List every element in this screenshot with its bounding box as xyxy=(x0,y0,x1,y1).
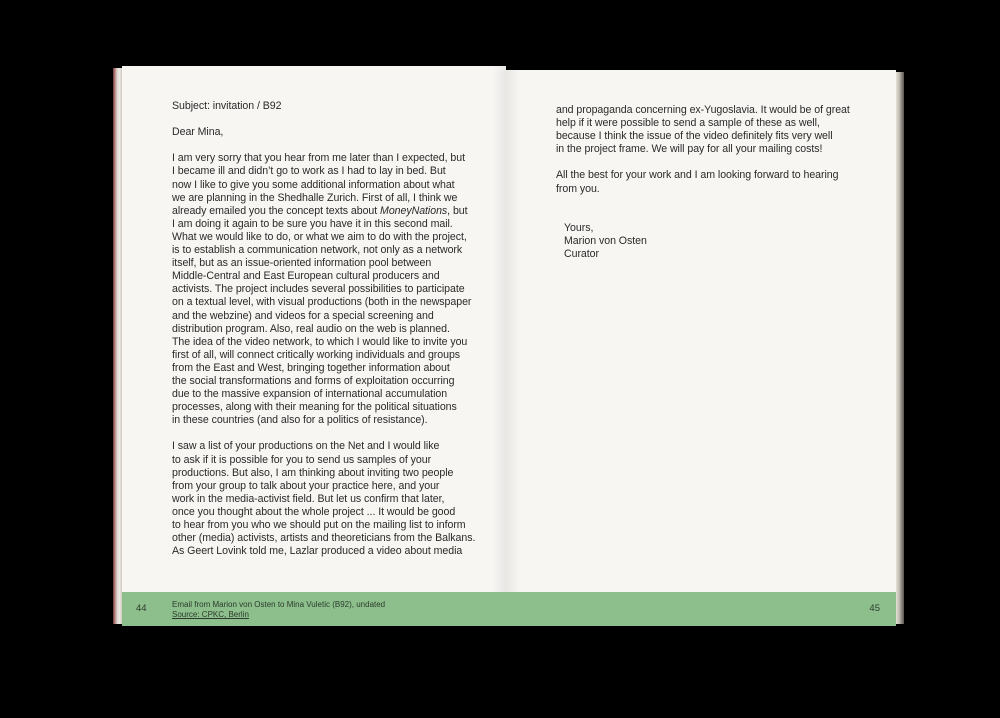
image-caption xyxy=(172,600,385,620)
book-edge-right xyxy=(896,72,904,624)
letter-body-left xyxy=(172,100,506,558)
footer-band-left xyxy=(122,592,506,626)
spine-shadow xyxy=(506,70,520,626)
page-number-left: 44 xyxy=(136,603,147,614)
letter-body-right xyxy=(556,104,886,261)
book-edge-left xyxy=(113,68,122,624)
letter-paragraph-1a: I am very sorry that you hear from me later than I expected, but I became ill and didn’t go to work as I had to lay in bed. But now I like to give you some additional information about what we are planning in the Shedhalle Zurich. First of all, I think we already emailed you the concept texts about xyxy=(172,152,465,217)
letter-subject: Subject: invitation / B92 xyxy=(172,100,282,112)
letter-signature: Yours, Marion von Osten Curator xyxy=(564,221,647,261)
footer-band-right xyxy=(506,592,896,626)
caption-title: Email from Marion von Osten to Mina Vuletic (B92), undated xyxy=(172,600,386,609)
letter-salutation: Dear Mina, xyxy=(172,126,224,139)
letter-paragraph-3: and propaganda concerning ex-Yugoslavia. It would be of great help if it were possible to send a sample of these as well, because I think the issue of the video definitely fits very well in the project frame. We will pay for all your mailing costs! xyxy=(556,104,850,156)
left-page xyxy=(122,66,506,626)
caption-source: Source: CPKC, Berlin xyxy=(172,610,249,619)
letter-closing: All the best for your work and I am looking forward to hearing from you. xyxy=(556,169,839,195)
letter-paragraph-2: I saw a list of your productions on the Net and I would like to ask if it is possible for you to send us samples of your productions. But also, I am thinking about inviting two people from your group to talk about your practice here, and your work in the media-activist field. But let us confirm that later, once you thought about the whole project ... It would be good to hear from you who we should put on the mailing list to inform other (media) activists, artists and theoreticians from the Balkans. As Geert Lovink told me, Lazlar produced a video about media xyxy=(172,440,476,558)
right-page xyxy=(506,70,896,626)
page-number-right: 45 xyxy=(869,603,880,614)
letter-paragraph-1b: , but I am doing it again to be sure you have it in this second mail. What we would like to do, or what we aim to do with the project, is to establish a communication network, not only as a network itself, but as an issue-oriented information pool between Middle-Central and East European cultural producers and activists. The project includes several possibilities to participate on a textual level, with visual productions (both in the newspaper and the webzine) and videos for a special screening and distribution program. Also, real audio on the web is planned. The idea of the video network, to which I would like to invite you first of all, will connect critically working individuals and groups from the East and West, bringing together information about the social transformations and forms of exploitation occurring due to the massive expansion of international accumulation processes, along with their meaning for the political situations in these countries (and also for a politics of resistance). xyxy=(172,204,472,427)
project-title-italic: MoneyNations xyxy=(380,204,448,217)
